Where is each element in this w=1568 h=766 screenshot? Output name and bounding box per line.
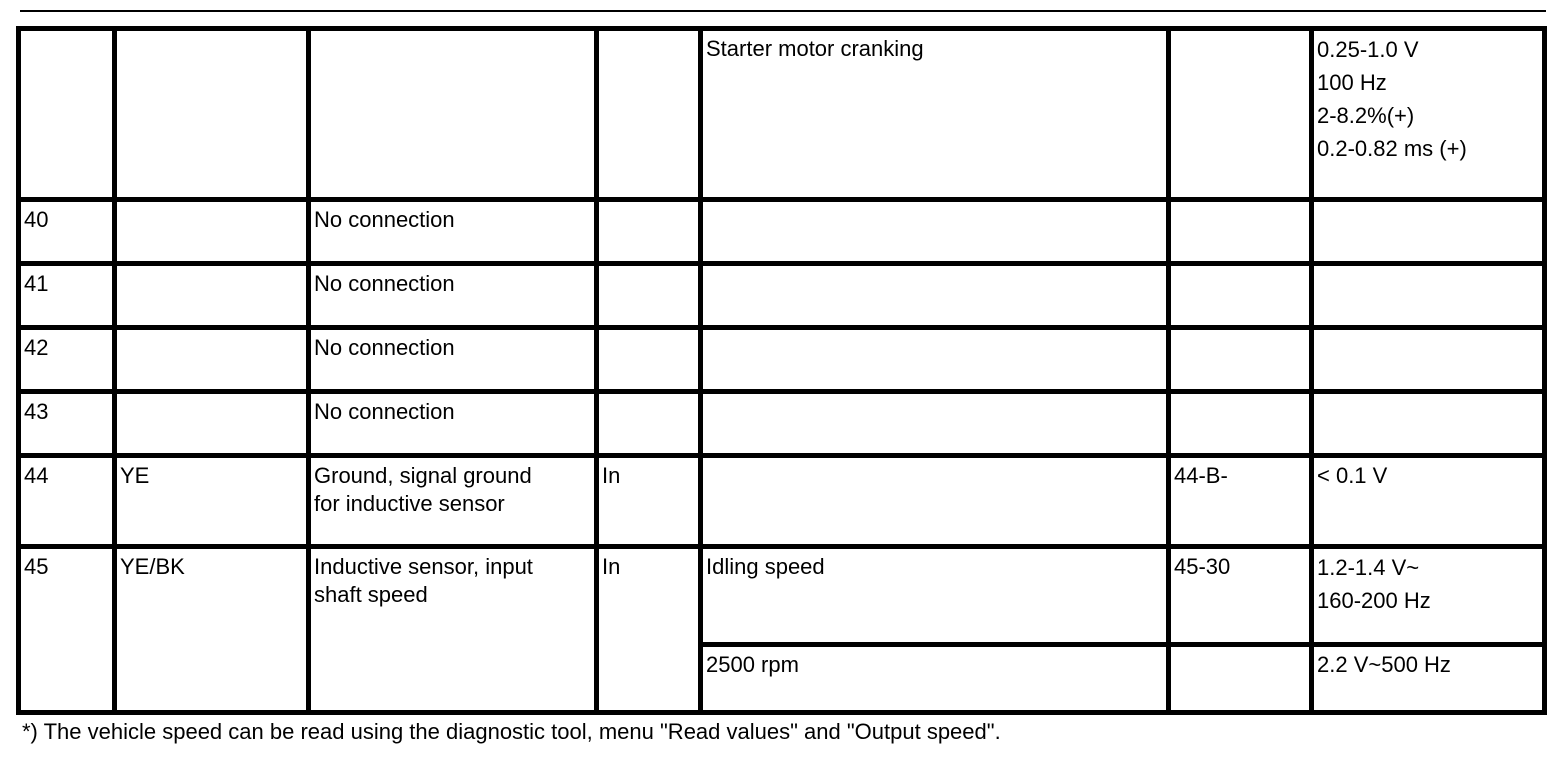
pin-cell: 43 — [19, 392, 115, 456]
condition-cell — [701, 392, 1169, 456]
io-cell — [597, 200, 701, 264]
value-cell: 2.2 V~500 Hz — [1312, 645, 1545, 713]
value-cell — [1312, 264, 1545, 328]
io-cell — [597, 29, 701, 200]
test-cell — [1169, 29, 1312, 200]
value-cell — [1312, 328, 1545, 392]
io-cell — [597, 328, 701, 392]
description-cell — [309, 456, 597, 547]
table-row — [19, 456, 1545, 547]
test-cell — [1169, 392, 1312, 456]
color-cell — [115, 264, 309, 328]
description-line: Inductive sensor, input — [314, 554, 533, 579]
value-cell — [1312, 392, 1545, 456]
pin-table — [16, 26, 1547, 715]
condition-cell — [701, 328, 1169, 392]
test-cell — [1169, 645, 1312, 713]
condition-cell — [701, 456, 1169, 547]
value-cell — [1312, 547, 1545, 645]
description-cell: No connection — [309, 264, 597, 328]
table-row — [19, 29, 1545, 200]
color-cell — [115, 328, 309, 392]
pin-cell: 40 — [19, 200, 115, 264]
table-row — [19, 200, 1545, 264]
value-line: 2-8.2%(+) — [1317, 103, 1415, 128]
condition-cell: Starter motor cranking — [701, 29, 1169, 200]
test-cell — [1169, 200, 1312, 264]
value-line: 100 Hz — [1317, 70, 1387, 95]
table-row — [19, 392, 1545, 456]
color-cell — [115, 200, 309, 264]
pin-cell — [19, 29, 115, 200]
value-cell: < 0.1 V — [1312, 456, 1545, 547]
value-line: 160-200 Hz — [1317, 588, 1431, 613]
table-row — [19, 328, 1545, 392]
test-cell — [1169, 328, 1312, 392]
description-line: Ground, signal ground — [314, 463, 532, 488]
pin-cell: 45 — [19, 547, 115, 713]
color-cell: YE/BK — [115, 547, 309, 713]
io-cell: In — [597, 456, 701, 547]
color-cell — [115, 392, 309, 456]
description-cell — [309, 547, 597, 713]
table-row — [19, 547, 1545, 645]
condition-cell: Idling speed — [701, 547, 1169, 645]
value-cell — [1312, 29, 1545, 200]
color-cell: YE — [115, 456, 309, 547]
color-cell — [115, 29, 309, 200]
condition-cell — [701, 264, 1169, 328]
pin-cell: 41 — [19, 264, 115, 328]
io-cell — [597, 264, 701, 328]
value-line: 0.2-0.82 ms (+) — [1317, 136, 1467, 161]
condition-cell — [701, 200, 1169, 264]
description-cell: No connection — [309, 328, 597, 392]
test-cell: 44-B- — [1169, 456, 1312, 547]
top-rule — [20, 10, 1546, 12]
footnote: *) The vehicle speed can be read using the diagnostic tool, menu "Read values" and "Output speed". — [22, 719, 1001, 744]
table-row — [19, 264, 1545, 328]
test-cell — [1169, 264, 1312, 328]
test-cell: 45-30 — [1169, 547, 1312, 645]
condition-cell: 2500 rpm — [701, 645, 1169, 713]
value-line: 1.2-1.4 V~ — [1317, 555, 1420, 580]
value-cell — [1312, 200, 1545, 264]
io-cell: In — [597, 547, 701, 713]
io-cell — [597, 392, 701, 456]
description-line: shaft speed — [314, 582, 428, 607]
description-cell — [309, 29, 597, 200]
description-cell: No connection — [309, 392, 597, 456]
description-cell: No connection — [309, 200, 597, 264]
pin-cell: 44 — [19, 456, 115, 547]
pin-cell: 42 — [19, 328, 115, 392]
value-line: 0.25-1.0 V — [1317, 37, 1419, 62]
description-line: for inductive sensor — [314, 491, 505, 516]
